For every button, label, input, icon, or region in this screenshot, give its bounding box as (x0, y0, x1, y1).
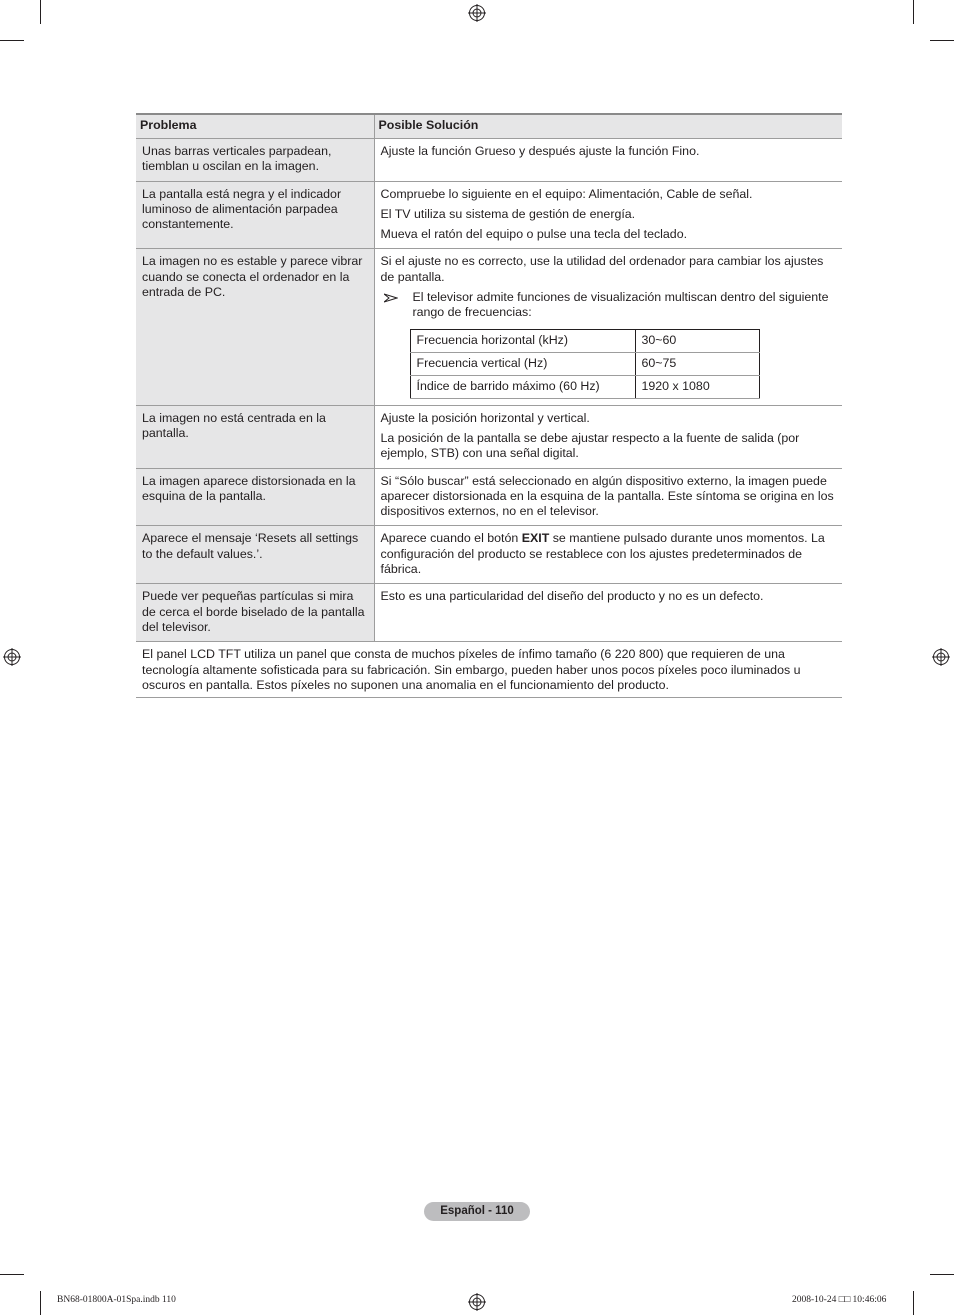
solution-cell (374, 249, 842, 405)
solution-text-after: se mantiene pulsado durante unos momentos. La configuración del producto se restablece con los ajustes predeterminados de fábrica. (380, 531, 825, 577)
solution-text (381, 531, 837, 577)
table-row (136, 468, 842, 526)
file-slug: BN68-01800A-01Spa.indb 110 (57, 1295, 176, 1305)
frequency-label: Índice de barrido máximo (60 Hz) (410, 375, 635, 398)
lcd-panel-note: El panel LCD TFT utiliza un panel que consta de muchos píxeles de ínfimo tamaño (6 220 800) que requieren de una tecnología altamente sofisticada para su fabricación. Sin embargo, pueden haber unos pocos píxeles poco iluminados u oscuros en pantalla. Estos píxeles no suponen una anomalia en el funcionamiento del producto. (136, 642, 842, 698)
crop-mark (0, 1274, 24, 1275)
frequency-value: 60~75 (635, 352, 759, 375)
column-header-solution: Posible Solución (374, 114, 842, 139)
problem-cell: La imagen aparece distorsionada en la esquina de la pantalla. (136, 468, 374, 526)
crop-mark (0, 40, 24, 41)
solution-cell (374, 139, 842, 182)
crop-mark (930, 40, 954, 41)
problem-cell: Aparece el mensaje ‘Resets all settings to the default values.’. (136, 526, 374, 584)
table-row (136, 405, 842, 468)
arrow-right-icon (381, 290, 413, 321)
frequency-row (410, 329, 759, 352)
solution-text: Ajuste la función Grueso y después ajuste la función Fino. (380, 144, 700, 158)
solution-cell (374, 405, 842, 468)
problem-cell: La imagen no es estable y parece vibrar cuando se conecta el ordenador en la entrada de PC. (136, 249, 374, 405)
table-header-row (136, 114, 842, 139)
solution-text: El TV utiliza su sistema de gestión de energía. (380, 206, 636, 221)
frequency-value: 30~60 (635, 329, 759, 352)
crop-mark (913, 0, 914, 24)
column-header-problem: Problema (136, 114, 374, 139)
crop-mark (40, 0, 41, 24)
print-timestamp: 2008-10-24 □□ 10:46:06 (792, 1295, 887, 1305)
solution-text-before: Aparece cuando el botón (380, 531, 522, 546)
table-row (136, 181, 842, 249)
table-row (136, 139, 842, 182)
registration-mark-icon (3, 648, 21, 666)
solution-text: Ajuste la posición horizontal y vertical. (380, 410, 590, 425)
exit-key-label: EXIT (521, 531, 550, 546)
table-row (136, 584, 842, 642)
crop-mark (40, 1291, 41, 1315)
solution-text: Si “Sólo buscar” está seleccionado en algún dispositivo externo, la imagen puede aparecer distorsionada en la esquina de la pantalla. Este síntoma se origina en los dispositivos externos, no en el televisor. (380, 473, 834, 519)
problem-cell: La pantalla está negra y el indicador luminoso de alimentación parpadea constantemente. (136, 181, 374, 249)
frequency-value: 1920 x 1080 (635, 375, 759, 398)
solution-text: Si el ajuste no es correcto, use la utilidad del ordenador para cambiar los ajustes de pantalla. (380, 254, 824, 284)
note-text: El televisor admite funciones de visualización multiscan dentro del siguiente rango de frecuencias: (412, 290, 829, 320)
registration-mark-icon (468, 4, 486, 22)
crop-mark (913, 1291, 914, 1315)
solution-cell (374, 526, 842, 584)
solution-cell (374, 181, 842, 249)
solution-cell (374, 468, 842, 526)
problem-cell: La imagen no está centrada en la pantalla. (136, 405, 374, 468)
table-row (136, 526, 842, 584)
frequency-row (410, 352, 759, 375)
solution-text: Esto es una particularidad del diseño del producto y no es un defecto. (380, 589, 764, 604)
solution-text: La posición de la pantalla se debe ajustar respecto a la fuente de salida (por ejemplo, STB) con una señal digital. (380, 430, 800, 461)
problem-cell: Puede ver pequeñas partículas si mira de cerca el borde biselado de la pantalla del televisor. (136, 584, 374, 642)
page-number-badge: Español - 110 (424, 1202, 530, 1221)
problem-cell: Unas barras verticales parpadean, tiemblan u oscilan en la imagen. (136, 139, 374, 182)
registration-mark-icon (468, 1293, 486, 1311)
crop-mark (930, 1274, 954, 1275)
table-row (136, 249, 842, 405)
frequency-label: Frecuencia vertical (Hz) (410, 352, 635, 375)
table-note-row (136, 642, 842, 698)
solution-text: Compruebe lo siguiente en el equipo: Alimentación, Cable de señal. (380, 186, 753, 201)
frequency-label: Frecuencia horizontal (kHz) (410, 329, 635, 352)
frequency-row (410, 375, 759, 398)
solution-text: Mueva el ratón del equipo o pulse una tecla del teclado. (380, 227, 688, 242)
registration-mark-icon (932, 648, 950, 666)
frequency-table (410, 329, 760, 399)
note-line (381, 290, 837, 321)
solution-cell (374, 584, 842, 642)
troubleshooting-table (136, 113, 842, 698)
